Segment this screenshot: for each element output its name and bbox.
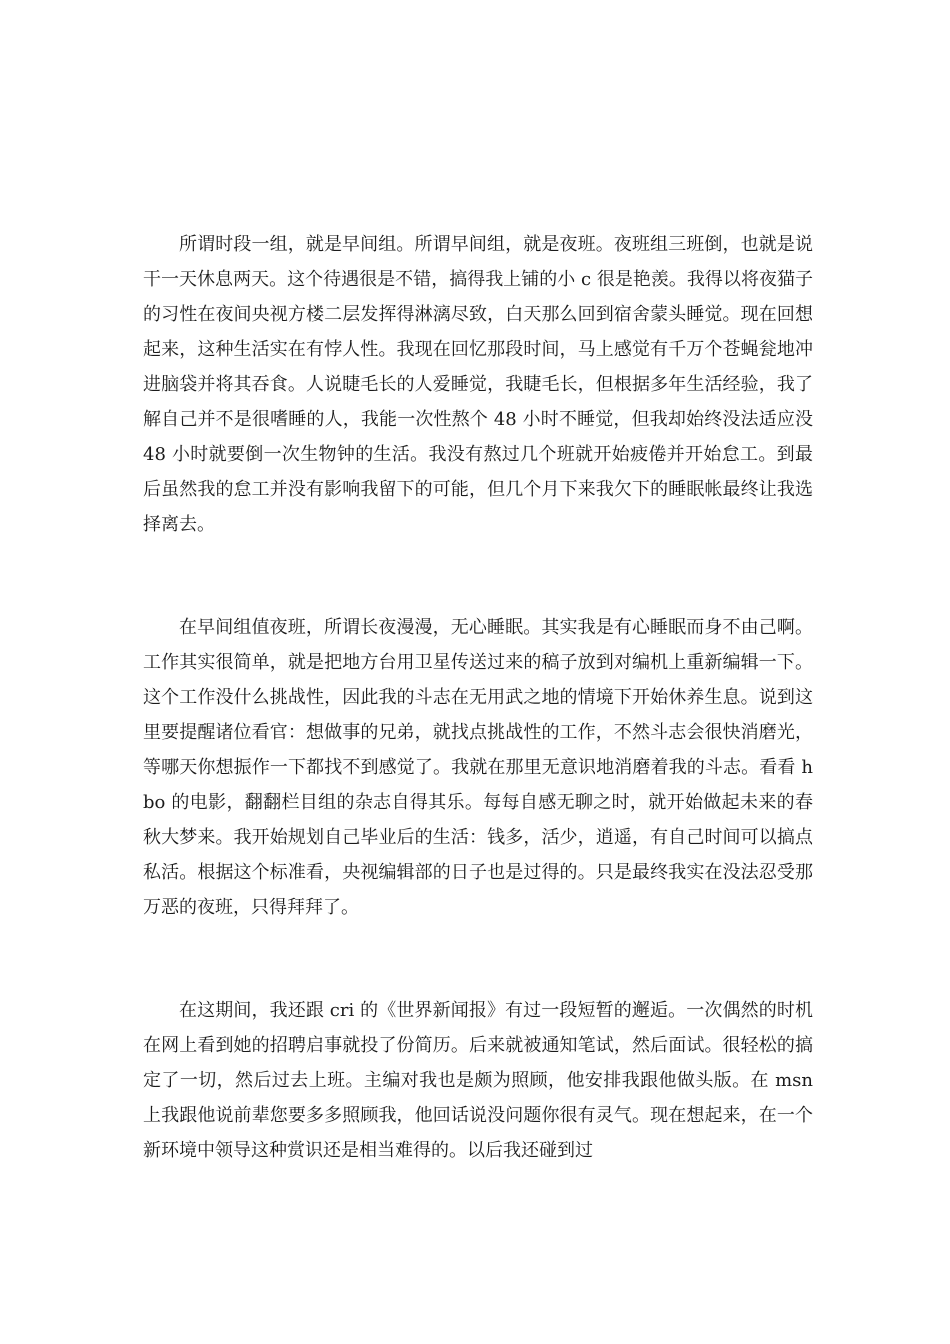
document-body [143,227,813,1168]
paragraph-2: 在早间组值夜班，所谓长夜漫漫，无心睡眠。其实我是有心睡眠而身不由己啊。工作其实很简单，就是把地方台用卫星传送过来的稿子放到对编机上重新编辑一下。这个工作没什么挑战性，因此我的斗志在无用武之地的情境下开始休养生息。说到这里要提醒诸位看官：想做事的兄弟，就找点挑战性的工作，不然斗志会很快消磨光，等哪天你想振作一下都找不到感觉了。我就在那里无意识地消磨着我的斗志。看看 hbo 的电影，翻翻栏目组的杂志自得其乐。每每自感无聊之时，就开始做起未来的春秋大梦来。我开始规划自己毕业后的生活：钱多，活少，逍遥，有自己时间可以搞点私活。根据这个标准看，央视编辑部的日子也是过得的。只是最终我实在没法忍受那万恶的夜班，只得拜拜了。 [143,617,813,918]
paragraph-3: 在这期间，我还跟 cri 的《世界新闻报》有过一段短暂的邂逅。一次偶然的时机在网上看到她的招聘启事就投了份简历。后来就被通知笔试，然后面试。很轻松的搞定了一切，然后过去上班。主编对我也是颇为照顾，他安排我跟他做头版。在 msn 上我跟他说前辈您要多多照顾我，他回话说没问题你很有灵气。现在想起来，在一个新环境中领导这种赏识还是相当难得的。以后我还碰到过 [143,1000,813,1161]
paragraph-1: 所谓时段一组，就是早间组。所谓早间组，就是夜班。夜班组三班倒，也就是说干一天休息两天。这个待遇很是不错，搞得我上铺的小 c 很是艳羡。我得以将夜猫子的习性在夜间央视方楼二层发挥得淋漓尽致，白天那么回到宿舍蒙头睡觉。现在回想起来，这种生活实在有悖人性。我现在回忆那段时间，马上感觉有千万个苍蝇瓮地冲进脑袋并将其吞食。人说睫毛长的人爱睡觉，我睫毛长，但根据多年生活经验，我了解自己并不是很嗜睡的人，我能一次性熬个 48 小时不睡觉，但我却始终没法适应没 48 小时就要倒一次生物钟的生活。我没有熬过几个班就开始疲倦并开始怠工。到最后虽然我的怠工并没有影响我留下的可能，但几个月下来我欠下的睡眠帐最终让我选择离去。 [143,234,813,535]
